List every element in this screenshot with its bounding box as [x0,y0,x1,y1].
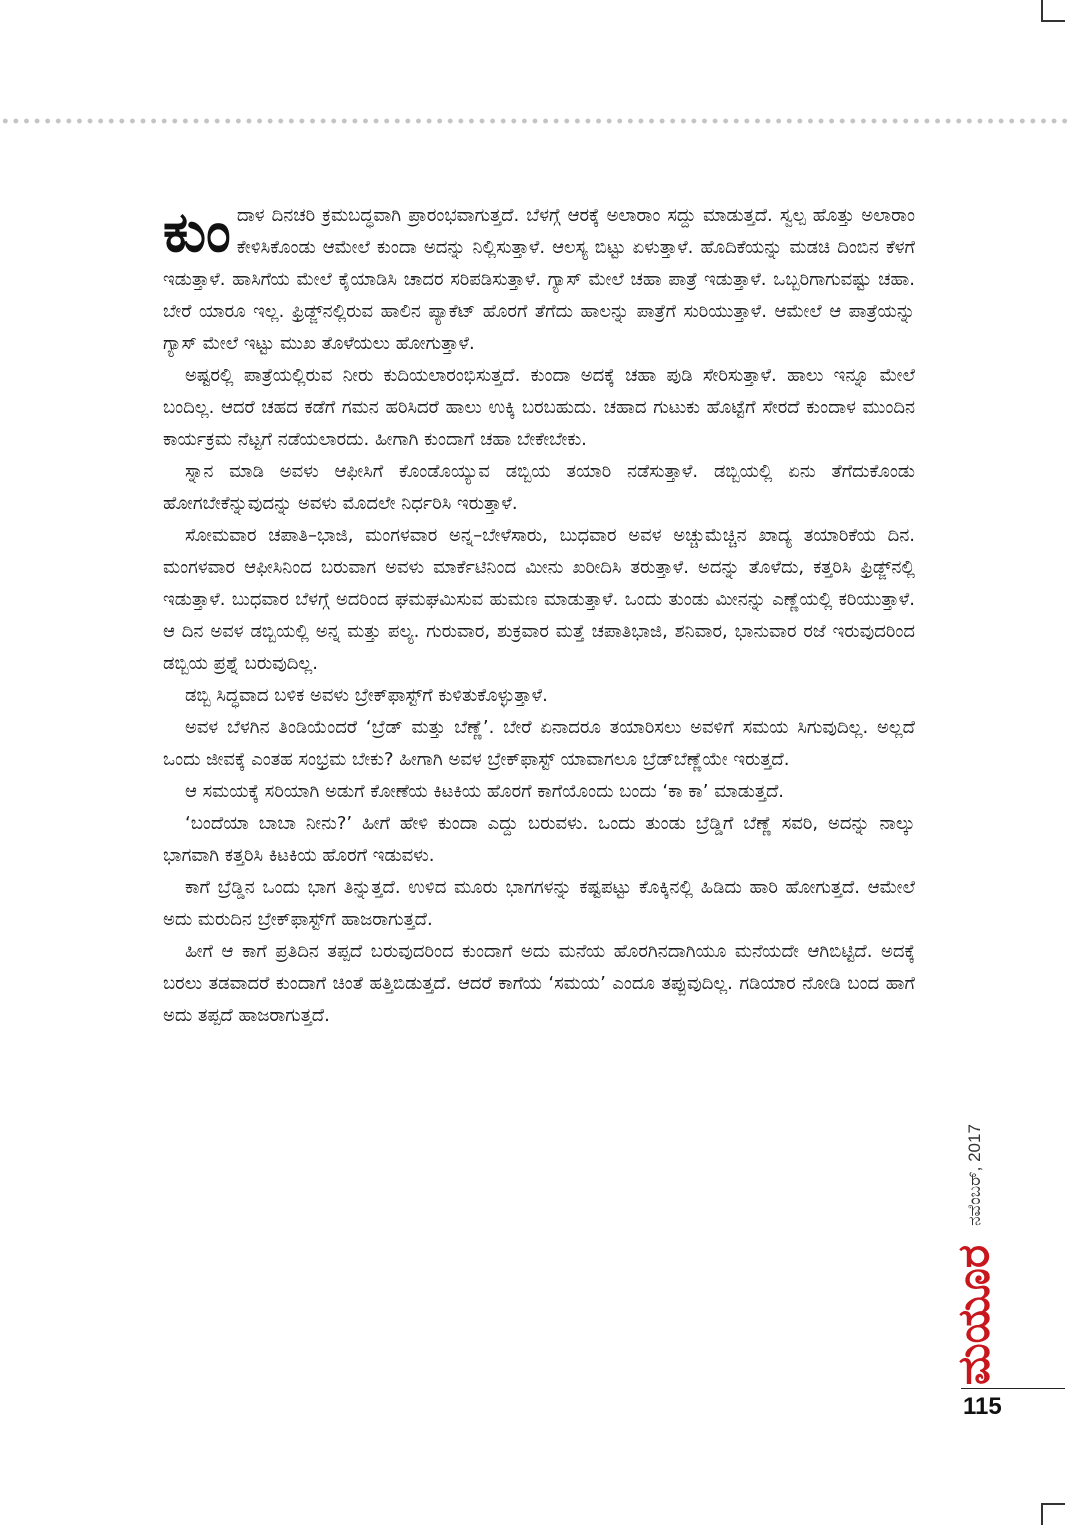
paragraph: ಸ್ನಾನ ಮಾಡಿ ಅವಳು ಆಫೀಸಿಗೆ ಕೊಂಡೊಯ್ಯುವ ಡಬ್ಬಿಯ ತಯಾರಿ ನಡೆಸುತ್ತಾಳೆ. ಡಬ್ಬಿಯಲ್ಲಿ ಏನು ತೆಗೆದುಕೊಂಡು ಹೋಗಬೇಕೆನ್ನುವುದನ್ನು ಅವಳು ಮೊದಲೇ ನಿರ್ಧರಿಸಿ ಇರುತ್ತಾಳೆ. [163,461,915,514]
page-number: 115 [963,1393,1002,1420]
drop-cap: ಕುಂ [163,200,231,265]
paragraph: ಅವಳ ಬೆಳಗಿನ ತಿಂಡಿಯೆಂದರೆ ‘ಬ್ರೆಡ್ ಮತ್ತು ಬೆಣ್ಣೆ’. ಬೇರೆ ಏನಾದರೂ ತಯಾರಿಸಲು ಅವಳಿಗೆ ಸಮಯ ಸಿಗುವುದಿಲ್ಲ. ಅಲ್ಲದೆ ಒಂದು ಜೀವಕ್ಕೆ ಎಂತಹ ಸಂಭ್ರಮ ಬೇಕು? ಹೀಗಾಗಿ ಅವಳ ಬ್ರೇಕ್‌ಫಾಸ್ಟ್ ಯಾವಾಗಲೂ ಬ್ರೆಡ್‌ಬೆಣ್ಣೆಯೇ ಇರುತ್ತದೆ. [163,717,915,770]
paragraph-text: ದಾಳ ದಿನಚರಿ ಕ್ರಮಬದ್ಧವಾಗಿ ಪ್ರಾರಂಭವಾಗುತ್ತದೆ. ಬೆಳಗ್ಗೆ ಆರಕ್ಕೆ ಅಲಾರಾಂ ಸದ್ದು ಮಾಡುತ್ತದೆ. ಸ್ವಲ್ಪ ಹೊತ್ತು ಅಲಾರಾಂ ಕೇಳಿಸಿಕೊಂಡು ಆಮೇಲೆ ಕುಂದಾ ಅದನ್ನು ನಿಲ್ಲಿಸುತ್ತಾಳೆ. ಆಲಸ್ಯ ಬಿಟ್ಟು ಏಳುತ್ತಾಳೆ. ಹೊದಿಕೆಯನ್ನು ಮಡಚಿ ದಿಂಬಿನ ಕೆಳಗೆ ಇಡುತ್ತಾಳೆ. ಹಾಸಿಗೆಯ ಮೇಲೆ ಕೈಯಾಡಿಸಿ ಚಾದರ ಸರಿಪಡಿಸುತ್ತಾಳೆ. ಗ್ಯಾಸ್ ಮೇಲೆ ಚಹಾ ಪಾತ್ರೆ ಇಡುತ್ತಾಳೆ. ಒಬ್ಬರಿಗಾಗುವಷ್ಟು ಚಹಾ. ಬೇರೆ ಯಾರೂ ಇಲ್ಲ. ಫ್ರಿಡ್ಜ್‌ನಲ್ಲಿರುವ ಹಾಲಿನ ಪ್ಯಾಕೆಟ್ ಹೊರಗೆ ತೆಗೆದು ಹಾಲನ್ನು ಪಾತ್ರೆಗೆ ಸುರಿಯುತ್ತಾಳೆ. ಆಮೇಲೆ ಆ ಪಾತ್ರೆಯನ್ನು ಗ್ಯಾಸ್ ಮೇಲೆ ಇಟ್ಟು ಮುಖ ತೊಳೆಯಲು ಹೋಗುತ್ತಾಳೆ. [163,205,915,354]
magazine-logo [944,1244,1004,1386]
magazine-name: ಮಯೂರ [948,1244,1000,1386]
paragraph: ಹೀಗೆ ಆ ಕಾಗೆ ಪ್ರತಿದಿನ ತಪ್ಪದೆ ಬರುವುದರಿಂದ ಕುಂದಾಗೆ ಅದು ಮನೆಯ ಹೊರಗಿನದಾಗಿಯೂ ಮನೆಯದೇ ಆಗಿಬಿಟ್ಟಿದೆ. ಅದಕ್ಕೆ ಬರಲು ತಡವಾದರೆ ಕುಂದಾಗೆ ಚಿಂತೆ ಹತ್ತಿಬಿಡುತ್ತದೆ. ಆದರೆ ಕಾಗೆಯ ‘ಸಮಯ’ ಎಂದೂ ತಪ್ಪುವುದಿಲ್ಲ. ಗಡಿಯಾರ ನೋಡಿ ಬಂದ ಹಾಗೆ ಅದು ತಪ್ಪದೆ ಹಾಜರಾಗುತ್ತದೆ. [163,941,915,1026]
issue-date [950,1100,1000,1250]
paragraph [163,200,915,360]
paragraph: ಕಾಗೆ ಬ್ರೆಡ್ಡಿನ ಒಂದು ಭಾಗ ತಿನ್ನುತ್ತದೆ. ಉಳಿದ ಮೂರು ಭಾಗಗಳನ್ನು ಕಷ್ಟಪಟ್ಟು ಕೊಕ್ಕಿನಲ್ಲಿ ಹಿಡಿದು ಹಾರಿ ಹೋಗುತ್ತದೆ. ಆಮೇಲೆ ಅದು ಮರುದಿನ ಬ್ರೇಕ್‌ಫಾಸ್ಟ್‌ಗೆ ಹಾಜರಾಗುತ್ತದೆ. [163,877,915,930]
issue-date-text: ನವೆಂಬರ್, 2017 [965,1124,984,1226]
dotted-divider [0,117,1072,125]
paragraph: ಆ ಸಮಯಕ್ಕೆ ಸರಿಯಾಗಿ ಅಡುಗೆ ಕೋಣೆಯ ಕಿಟಕಿಯ ಹೊರಗೆ ಕಾಗೆಯೊಂದು ಬಂದು ‘ಕಾ ಕಾ’ ಮಾಡುತ್ತದೆ. [185,781,785,802]
article-body [163,200,915,1032]
paragraph: ಅಷ್ಟರಲ್ಲಿ ಪಾತ್ರೆಯಲ್ಲಿರುವ ನೀರು ಕುದಿಯಲಾರಂಭಿಸುತ್ತದೆ. ಕುಂದಾ ಅದಕ್ಕೆ ಚಹಾ ಪುಡಿ ಸೇರಿಸುತ್ತಾಳೆ. ಹಾಲು ಇನ್ನೂ ಮೇಲೆ ಬಂದಿಲ್ಲ. ಆದರೆ ಚಹದ ಕಡೆಗೆ ಗಮನ ಹರಿಸಿದರೆ ಹಾಲು ಉಕ್ಕಿ ಬರಬಹುದು. ಚಹಾದ ಗುಟುಕು ಹೊಟ್ಟೆಗೆ ಸೇರದೆ ಕುಂದಾಳ ಮುಂದಿನ ಕಾರ್ಯಕ್ರಮ ನೆಟ್ಟಗೆ ನಡೆಯಲಾರದು. ಹೀಗಾಗಿ ಕುಂದಾಗೆ ಚಹಾ ಬೇಕೇಬೇಕು. [163,365,915,450]
paragraph: ಡಬ್ಬಿ ಸಿದ್ಧವಾದ ಬಳಿಕ ಅವಳು ಬ್ರೇಕ್‌ಫಾಸ್ಟ್‌ಗೆ ಕುಳಿತುಕೊಳ್ಳುತ್ತಾಳೆ. [185,685,548,706]
crop-mark-top [1041,0,1065,22]
paragraph: ಸೋಮವಾರ ಚಪಾತಿ–ಭಾಜಿ, ಮಂಗಳವಾರ ಅನ್ನ–ಬೇಳೆಸಾರು, ಬುಧವಾರ ಅವಳ ಅಚ್ಚುಮೆಚ್ಚಿನ ಖಾದ್ಯ ತಯಾರಿಕೆಯ ದಿನ. ಮಂಗಳವಾರ ಆಫೀಸಿನಿಂದ ಬರುವಾಗ ಅವಳು ಮಾರ್ಕೆಟಿನಿಂದ ಮೀನು ಖರೀದಿಸಿ ತರುತ್ತಾಳೆ. ಅದನ್ನು ತೊಳೆದು, ಕತ್ತರಿಸಿ ಫ್ರಿಡ್ಜ್‌ನಲ್ಲಿ ಇಡುತ್ತಾಳೆ. ಬುಧವಾರ ಬೆಳಗ್ಗೆ ಅದರಿಂದ ಘಮಘಮಿಸುವ ಹುಮಣ ಮಾಡುತ್ತಾಳೆ. ಒಂದು ತುಂಡು ಮೀನನ್ನು ಎಣ್ಣೆಯಲ್ಲಿ ಕರಿಯುತ್ತಾಳೆ. ಆ ದಿನ ಅವಳ ಡಬ್ಬಿಯಲ್ಲಿ ಅನ್ನ ಮತ್ತು ಪಲ್ಯ. ಗುರುವಾರ, ಶುಕ್ರವಾರ ಮತ್ತೆ ಚಪಾತಿಭಾಜಿ, ಶನಿವಾರ, ಭಾನುವಾರ ರಜೆ ಇರುವುದರಿಂದ ಡಬ್ಬಿಯ ಪ್ರಶ್ನೆ ಬರುವುದಿಲ್ಲ. [163,525,915,674]
paragraph: ‘ಬಂದೆಯಾ ಬಾಬಾ ನೀನು?’ ಹೀಗೆ ಹೇಳಿ ಕುಂದಾ ಎದ್ದು ಬರುವಳು. ಒಂದು ತುಂಡು ಬ್ರೆಡ್ಡಿಗೆ ಬೆಣ್ಣೆ ಸವರಿ, ಅದನ್ನು ನಾಲ್ಕು ಭಾಗವಾಗಿ ಕತ್ತರಿಸಿ ಕಿಟಕಿಯ ಹೊರಗೆ ಇಡುವಳು. [163,813,915,866]
page-number-rule [961,1388,1065,1389]
crop-mark-bottom [1041,1503,1065,1525]
